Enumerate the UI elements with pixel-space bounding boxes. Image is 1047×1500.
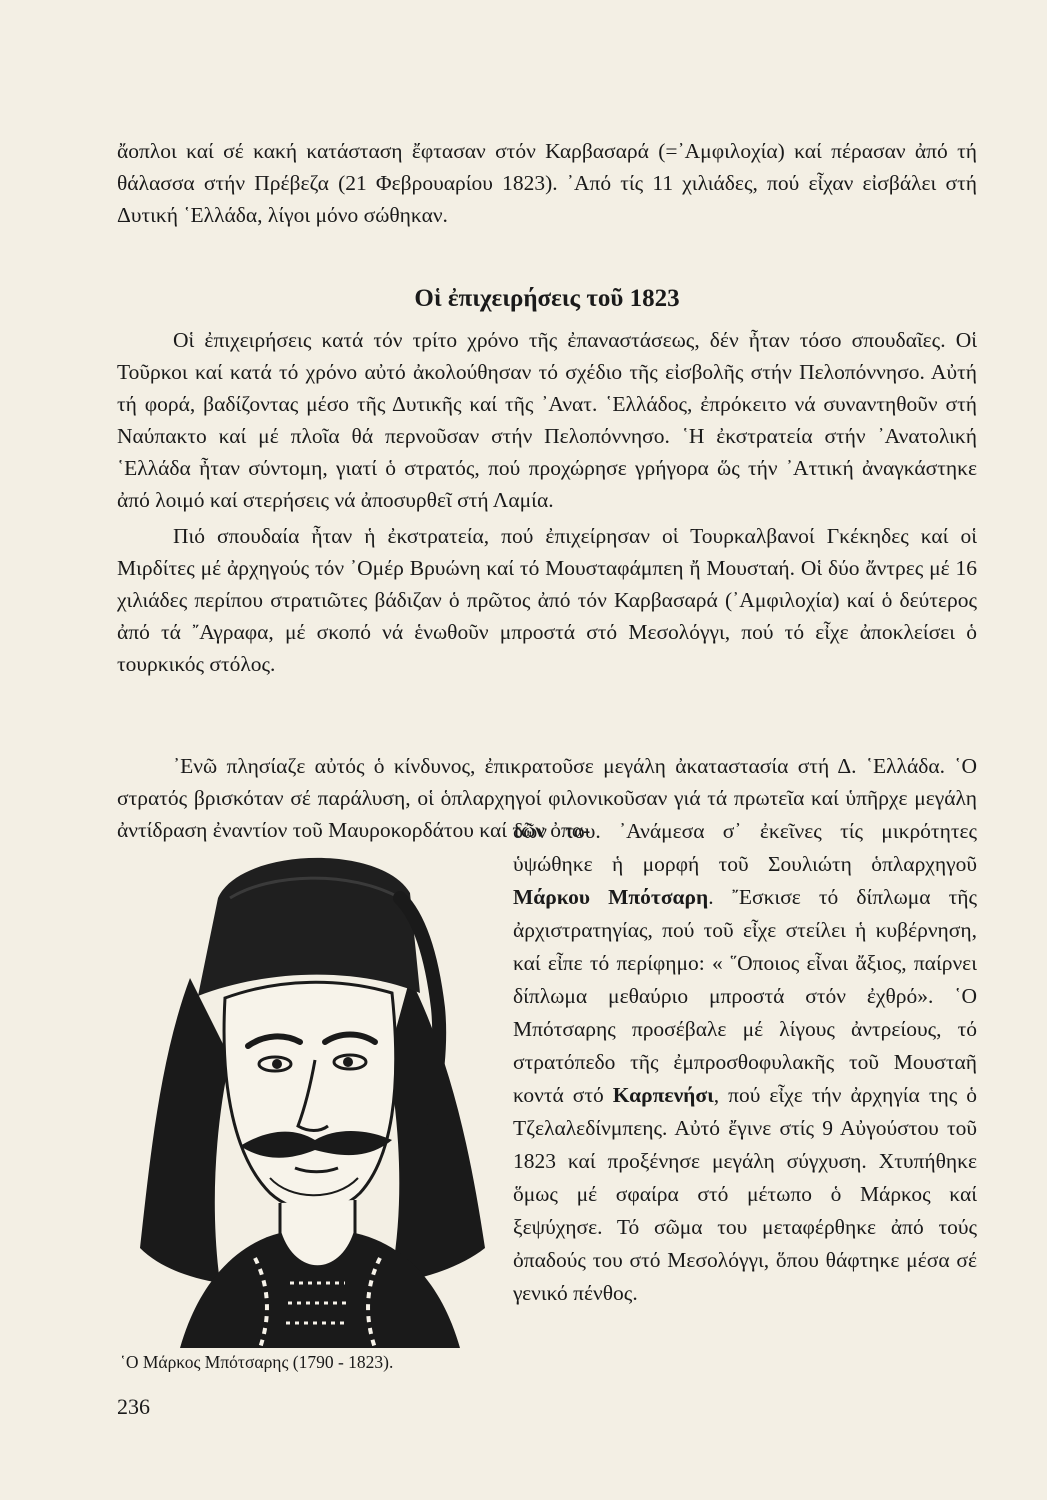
portrait-neck (280, 1200, 355, 1238)
portrait-hair (140, 978, 230, 1283)
botsaris-wrapped-text (513, 815, 977, 1310)
body-text-block (117, 324, 977, 680)
section-heading: Οἱ ἐπιχειρήσεις τοῦ 1823 (414, 285, 680, 312)
karpenisi-name: Καρπενήσι (612, 1083, 714, 1107)
paragraph-operations: Οἱ ἐπιχειρήσεις κατά τόν τρίτο χρόνο τῆς ἐπαναστάσεως, δέν ἦταν τόσο σπουδαῖες. Οἱ Τοῦρκοι καί κατά τό χρόνο αὐτό ἀκολούθησαν τό σχέδιο τῆς εἰσβολῆς στήν Πελοπόννησο. Αὐτή τή φορά, βαδίζοντας μέσο τῆς Δυτικῆς καί τῆς ᾿Ανατ. ῾Ελλάδος, ἐπρόκειτο νά συναντηθοῦν στή Ναύπακτο καί μέ πλοῖα θά περνοῦσαν στήν Πελοπόννησο. ῾Η ἐκστρατεία στήν ᾿Ανατολική ῾Ελλάδα ἦταν σύντομη, γιατί ὁ στρατός, πού προχώρησε γρήγορα ὥς τήν ᾿Αττική ἀναγκάστηκε ἀπό λοιμό καί στερήσεις νά ἀποσυρθεῖ στή Λαμία. (117, 328, 977, 512)
intro-paragraph: ἄοπλοι καί σέ κακή κατάσταση ἔφτασαν στόν Καρβασαρά (=᾿Αμφιλοχία) καί πέρασαν ἀπό τή θάλασσα στήν Πρέβεζα (21 Φεβρουαρίου 1823). ᾿Από τίς 11 χιλιάδες, πού εἶχαν εἰσβάλει στή Δυτική ῾Ελλάδα, λίγοι μόνο σώθηκαν. (117, 139, 977, 227)
portrait-face (224, 982, 396, 1211)
paragraph-disorder: ᾿Ενῶ πλησίαζε αὐτός ὁ κίνδυνος, ἐπικρατοῦσε μεγάλη ἀκαταστασία στή Δ. ῾Ελλάδα. ῾Ο στρατός βρισκόταν σέ παράλυση, οἱ ὁπλαρχηγοί φιλονικοῦσαν γιά τά πρωτεῖα καί ὑπῆρχε μεγάλη ἀντίδραση ἐναντίον τοῦ Μαυροκορδάτου καί τῶν ὀπα- (117, 754, 977, 842)
wrap-text-part-2: . ῎Εσκισε τό δίπλωμα τῆς ἀρχιστρατηγίας, πού τοῦ εἶχε στείλει ἡ κυβέρνηση, καί εἶπε τό περίφημο: « ῞Οποιος εἶναι ἄξιος, παίρνει δίπλωμα μεθαύριο μπροστά στόν ἐχθρό». ῾Ο Μπότσαρης προσέβαλε μέ λίγους ἀντρείους, τό στρατόπεδο τῆς ἐμπροσθοφυλακῆς τοῦ Μουσταῆ κοντά στό (513, 885, 977, 1107)
botsaris-name: Μάρκου Μπότσαρη (513, 885, 709, 909)
intro-text-block (117, 135, 977, 231)
page-number: 236 (117, 1394, 150, 1419)
portrait-illustration (120, 828, 500, 1348)
paragraph-campaign: Πιό σπουδαία ἦταν ἡ ἐκστρατεία, πού ἐπιχείρησαν οἱ Τουρκαλβανοί Γκέκηδες καί οἱ Μιρδίτες μέ ἀρχηγούς τόν ᾿Ομέρ Βρυώνη καί τό Μουσταφάμπεη ἤ Μουσταή. Οἱ δύο ἄντρες μέ 16 χιλιάδες περίπου στρατιῶτες βάδιζαν ὁ πρῶτος ἀπό τόν Καρβασαρά (᾿Αμφιλοχία) καί ὁ δεύτερος ἀπό τά ῎Αγραφα, μέ σκοπό νά ἑνωθοῦν μπροστά στό Μεσολόγγι, πού τό εἶχε ἀποκλείσει ὁ τουρκικός στόλος. (117, 524, 977, 676)
wrap-text-part-1: δῶν του. ᾿Ανάμεσα σ᾿ ἐκεῖνες τίς μικρότητες ὑψώθηκε ἡ μορφή τοῦ Σουλιώτη ὁπλαρχηγοῦ (513, 819, 977, 876)
wrap-text-part-3: , πού εἶχε τήν ἀρχηγία της ὁ Τζελαλεδίνμπεης. Αὐτό ἔγινε στίς 9 Αὐγούστου τοῦ 1823 καί προξένησε μεγάλη σύγχυση. Χτυπήθηκε ὅμως μέ σφαίρα στό μέτωπο ὁ Μάρκος καί ξεψύχησε. Τό σῶμα του μεταφέρθηκε ἀπό τούς ὀπαδούς του στό Μεσολόγγι, ὅπου θάφτηκε μέσα σέ γενικό πένθος. (513, 1083, 978, 1305)
portrait-caption: ῾Ο Μάρκος Μπότσαρης (1790 - 1823). (120, 1352, 394, 1372)
